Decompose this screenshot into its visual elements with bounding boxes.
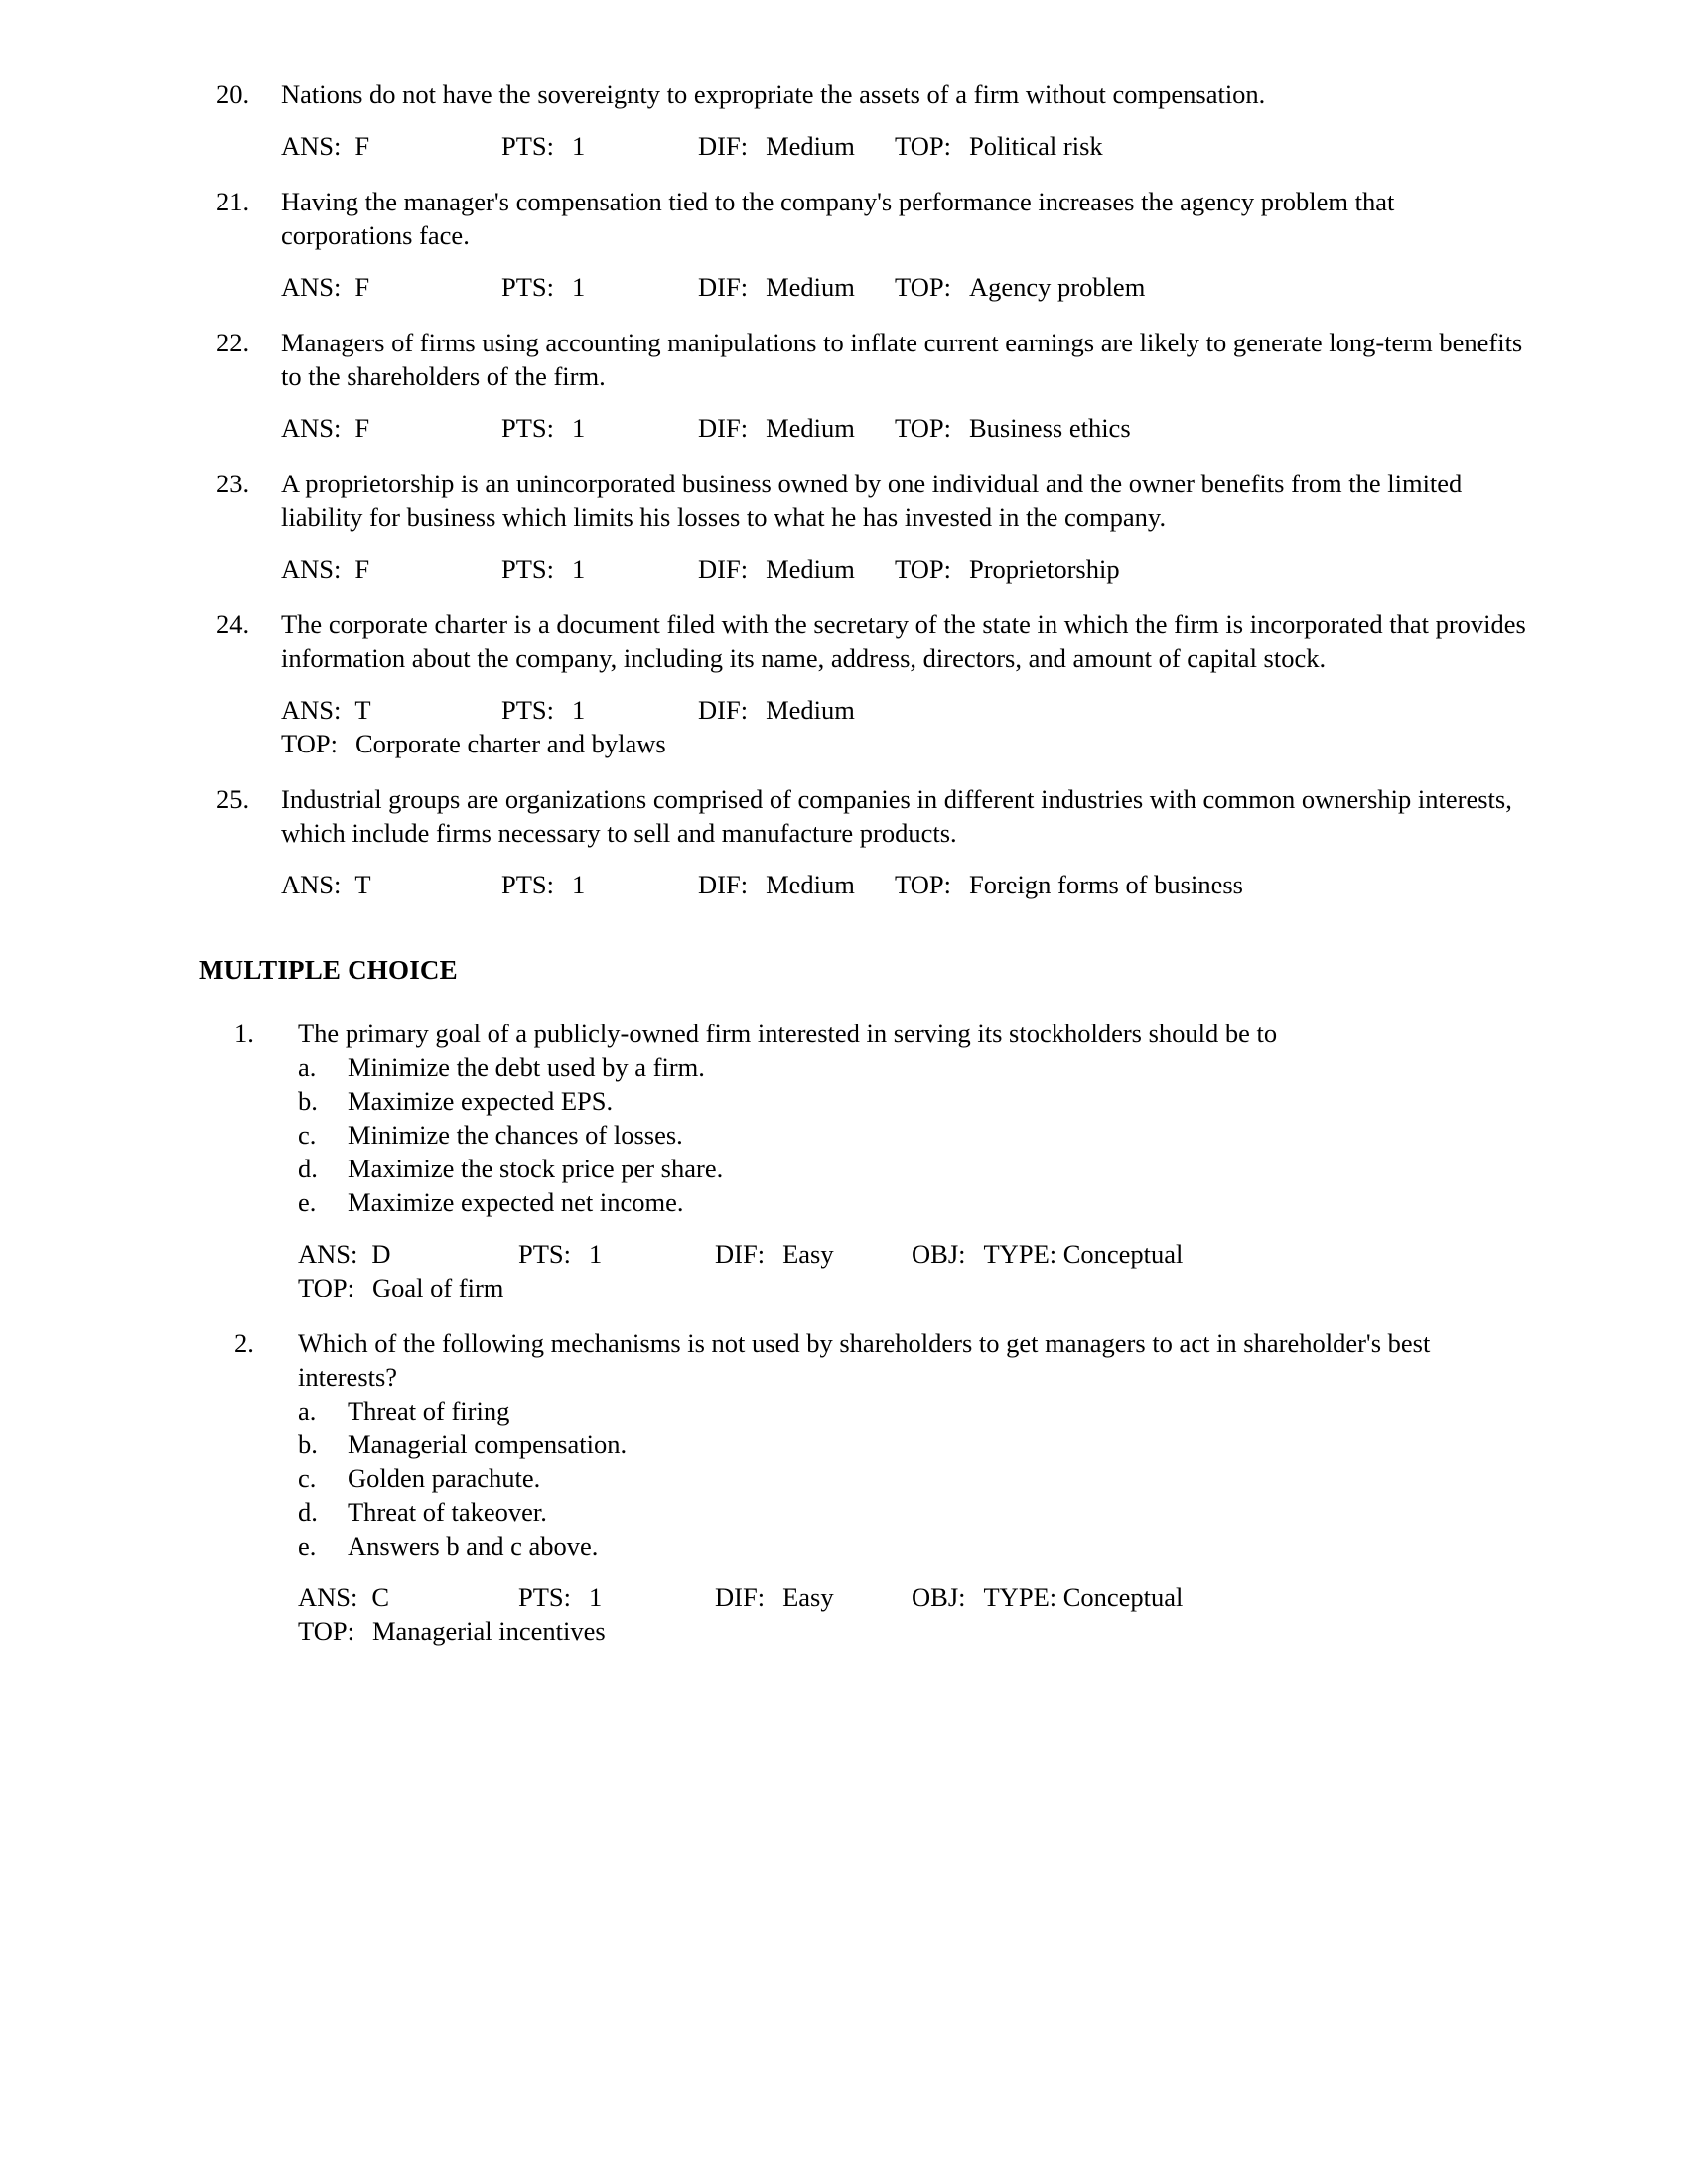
mc-option[interactable] [298,1152,1529,1185]
ans-label: ANS: [281,554,342,584]
dif-cell [698,129,855,163]
pts-cell [501,693,585,727]
pts-label: PTS: [501,131,555,161]
mc-option[interactable] [298,1394,1529,1428]
top-label: TOP: [895,131,951,161]
question-item [199,326,1529,393]
ans-cell [281,868,371,901]
top-label: TOP: [895,870,951,899]
mc-option-letter: d. [298,1497,318,1527]
dif-label: DIF: [698,554,749,584]
mc-option-text: Threat of takeover. [348,1497,547,1527]
answer-meta-block [199,693,1529,760]
top-cell [298,1271,503,1304]
mc-question-stem: The primary goal of a publicly-owned firm interested in serving its stockholders should be to [298,1019,1278,1048]
dif-label: DIF: [698,413,749,443]
mc-option-text: Minimize the chances of losses. [348,1120,683,1150]
pts-cell [501,868,585,901]
pts-label: PTS: [501,870,555,899]
dif-value: Easy [782,1239,834,1269]
pts-cell [518,1237,602,1271]
answer-meta-line [281,868,1529,901]
mc-option[interactable] [298,1461,1529,1495]
question-number: 21. [216,187,250,216]
mc-question-number: 1. [234,1019,254,1048]
mc-question-item [199,1017,1529,1219]
top-value: Proprietorship [968,554,1120,584]
ans-value: F [354,272,370,302]
dif-value: Medium [766,554,855,584]
top-cell [281,727,666,760]
mc-option[interactable] [298,1118,1529,1152]
obj-value: TYPE: Conceptual [983,1239,1184,1269]
obj-label: OBJ: [912,1239,966,1269]
pts-label: PTS: [518,1582,572,1612]
question-stem: The corporate charter is a document filed with the secretary of the state in which the firm is incorporated that provides information about the company, including its name, address, directors, and amount of capital stock. [281,610,1526,673]
obj-value: TYPE: Conceptual [983,1582,1184,1612]
top-label: TOP: [895,554,951,584]
dif-value: Medium [766,131,855,161]
question-item [199,185,1529,252]
top-label: TOP: [281,729,338,758]
dif-value: Medium [766,870,855,899]
mc-option[interactable] [298,1529,1529,1563]
top-label: TOP: [895,272,951,302]
pts-cell [501,270,585,304]
pts-label: PTS: [501,695,555,725]
topic-meta-line [298,1614,1529,1648]
answer-meta-block [199,411,1529,445]
obj-cell [912,1580,1183,1614]
question-number: 23. [216,469,250,498]
ans-label: ANS: [281,131,342,161]
mc-option-letter: b. [298,1430,318,1459]
top-label: TOP: [298,1616,354,1646]
answer-meta-block [199,1580,1529,1648]
ans-cell [281,693,371,727]
ans-cell [298,1580,389,1614]
mc-option-text: Answers b and c above. [348,1531,599,1561]
ans-value: F [354,413,370,443]
dif-cell [715,1580,834,1614]
ans-value: T [354,870,371,899]
mc-options-list [298,1394,1529,1563]
pts-value: 1 [572,413,586,443]
ans-cell [281,270,369,304]
question-item [199,782,1529,850]
mc-option[interactable] [298,1050,1529,1084]
mc-option-letter: b. [298,1086,318,1116]
dif-cell [698,868,855,901]
mc-question-item [199,1326,1529,1563]
mc-option-letter: e. [298,1187,317,1217]
mc-options-list [298,1050,1529,1219]
dif-value: Medium [766,272,855,302]
top-cell [895,411,1131,445]
top-value: Corporate charter and bylaws [354,729,666,758]
topic-meta-line [281,727,1529,760]
answer-meta-block [199,270,1529,304]
answer-meta-line [281,411,1529,445]
dif-label: DIF: [715,1582,766,1612]
question-stem: Managers of firms using accounting manipulations to inflate current earnings are likely to generate long-term benefits to the shareholders of the firm. [281,328,1523,391]
section-heading-multiple-choice: MULTIPLE CHOICE [199,955,458,985]
answer-meta-line [281,552,1529,586]
top-value: Goal of firm [371,1273,504,1302]
mc-option-text: Managerial compensation. [348,1430,628,1459]
mc-option-letter: d. [298,1154,318,1183]
mc-option-text: Golden parachute. [348,1463,541,1493]
pts-cell [518,1580,602,1614]
answer-meta-block [199,129,1529,163]
ans-cell [281,552,369,586]
dif-value: Medium [766,695,855,725]
dif-label: DIF: [698,131,749,161]
answer-meta-line [281,270,1529,304]
ans-label: ANS: [281,870,342,899]
question-item [199,77,1529,111]
top-cell [298,1614,606,1648]
top-label: TOP: [895,413,951,443]
question-number: 24. [216,610,250,639]
mc-option[interactable] [298,1185,1529,1219]
pts-label: PTS: [501,413,555,443]
dif-label: DIF: [698,272,749,302]
ans-value: F [354,554,370,584]
dif-cell [698,552,855,586]
question-stem: A proprietorship is an unincorporated business owned by one individual and the owner benefits from the limited liability for business which limits his losses to what he has invested in the company. [281,469,1463,532]
mc-option[interactable] [298,1428,1529,1461]
pts-cell [501,552,585,586]
mc-option[interactable] [298,1084,1529,1118]
pts-value: 1 [572,131,586,161]
question-stem: Industrial groups are organizations comprised of companies in different industries with common ownership interests, which include firms necessary to sell and manufacture products. [281,784,1512,848]
mc-option-text: Minimize the debt used by a firm. [348,1052,705,1082]
top-label: TOP: [298,1273,354,1302]
top-value: Political risk [968,131,1103,161]
top-value: Business ethics [968,413,1131,443]
dif-label: DIF: [698,870,749,899]
obj-cell [912,1237,1183,1271]
mc-option-letter: a. [298,1052,317,1082]
pts-label: PTS: [518,1239,572,1269]
question-number: 22. [216,328,250,357]
ans-cell [281,129,369,163]
obj-label: OBJ: [912,1582,966,1612]
ans-label: ANS: [281,272,342,302]
answer-meta-block [199,552,1529,586]
ans-cell [281,411,369,445]
dif-cell [715,1237,834,1271]
ans-value: T [354,695,371,725]
top-cell [895,129,1103,163]
mc-option[interactable] [298,1495,1529,1529]
pts-value: 1 [572,870,586,899]
answer-meta-line [298,1580,1529,1614]
pts-value: 1 [572,695,586,725]
question-stem: Nations do not have the sovereignty to expropriate the assets of a firm without compensation. [281,79,1266,109]
pts-cell [501,129,585,163]
pts-value: 1 [589,1582,603,1612]
dif-cell [698,693,855,727]
pts-label: PTS: [501,554,555,584]
ans-value: C [371,1582,390,1612]
ans-label: ANS: [298,1582,358,1612]
pts-value: 1 [572,272,586,302]
question-number: 25. [216,784,250,814]
pts-cell [501,411,585,445]
question-item [199,467,1529,534]
top-value: Managerial incentives [371,1616,606,1646]
question-stem: Having the manager's compensation tied to the company's performance increases the agency problem that corporations face. [281,187,1395,250]
pts-value: 1 [572,554,586,584]
pts-value: 1 [589,1239,603,1269]
mc-question-number: 2. [234,1328,254,1358]
answer-meta-line [281,129,1529,163]
dif-cell [698,270,855,304]
dif-value: Easy [782,1582,834,1612]
answer-meta-line [298,1237,1529,1271]
ans-label: ANS: [298,1239,358,1269]
top-cell [895,552,1120,586]
top-value: Agency problem [968,272,1146,302]
top-cell [895,270,1145,304]
mc-option-letter: e. [298,1531,317,1561]
mc-option-text: Maximize expected EPS. [348,1086,614,1116]
answer-meta-line [281,693,1529,727]
mc-option-letter: c. [298,1120,317,1150]
mc-option-letter: c. [298,1463,317,1493]
dif-label: DIF: [698,695,749,725]
question-item [199,608,1529,675]
dif-value: Medium [766,413,855,443]
top-value: Foreign forms of business [968,870,1243,899]
mc-option-text: Maximize expected net income. [348,1187,684,1217]
page-content [199,77,1529,1648]
ans-label: ANS: [281,695,342,725]
dif-cell [698,411,855,445]
question-number: 20. [216,79,250,109]
topic-meta-line [298,1271,1529,1304]
ans-cell [298,1237,391,1271]
answer-meta-block [199,1237,1529,1304]
ans-label: ANS: [281,413,342,443]
mc-option-letter: a. [298,1396,317,1426]
mc-option-text: Threat of firing [348,1396,510,1426]
dif-label: DIF: [715,1239,766,1269]
ans-value: D [371,1239,391,1269]
answer-meta-block [199,868,1529,901]
pts-label: PTS: [501,272,555,302]
ans-value: F [354,131,370,161]
mc-option-text: Maximize the stock price per share. [348,1154,724,1183]
mc-question-stem: Which of the following mechanisms is not used by shareholders to get managers to act in shareholder's best interests? [298,1328,1431,1392]
top-cell [895,868,1243,901]
